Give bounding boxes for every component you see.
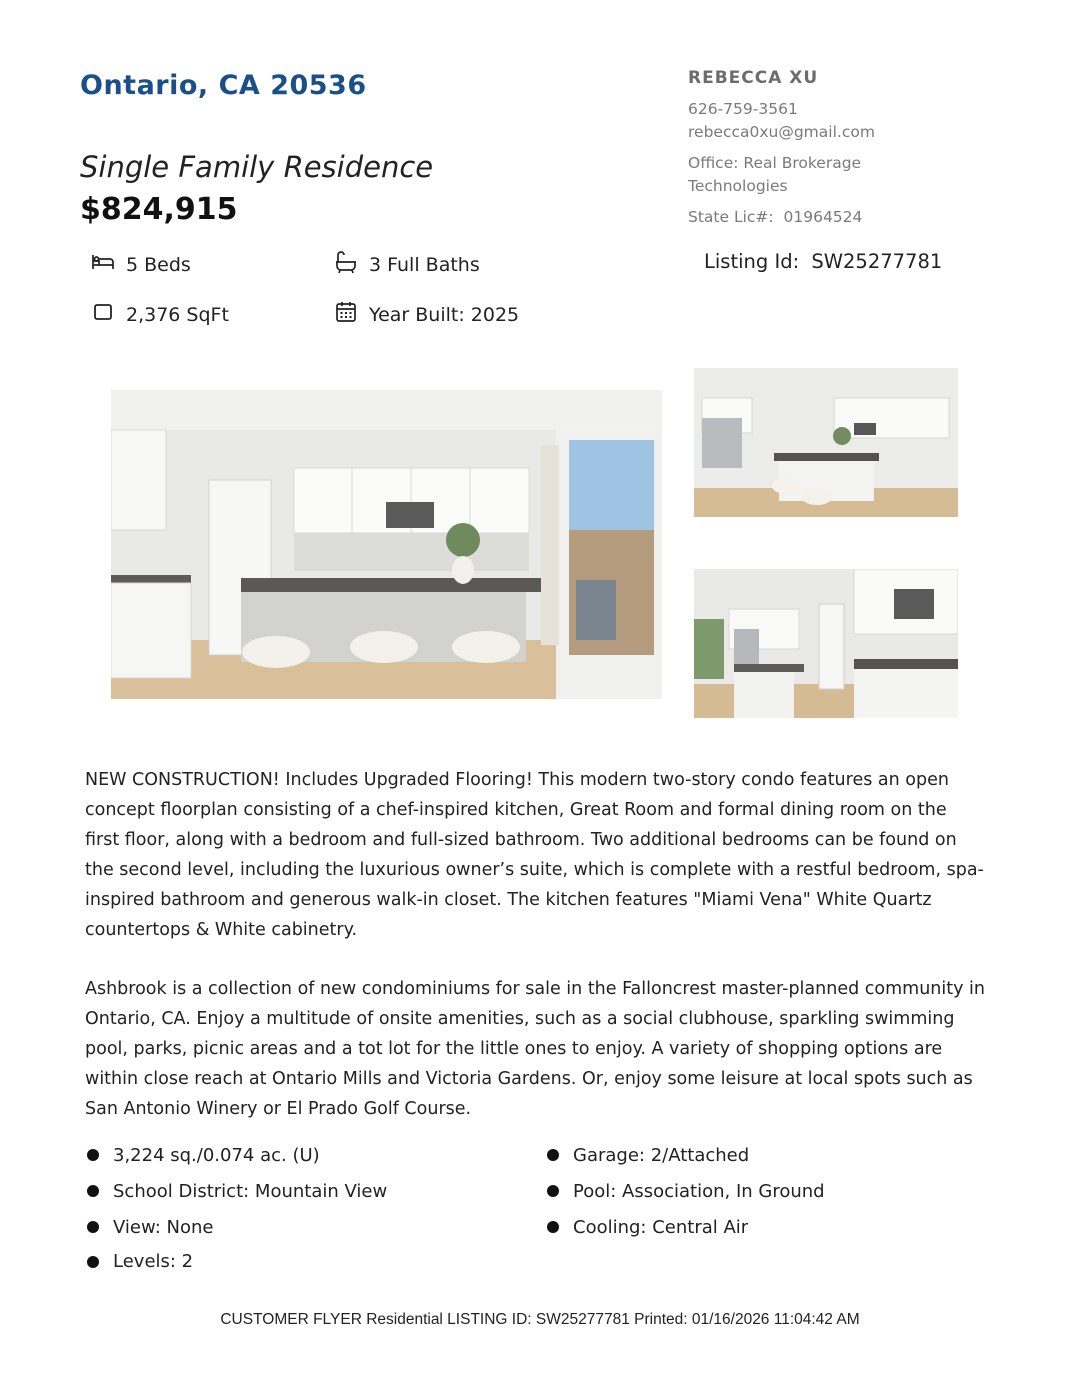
listing-id [704, 250, 942, 273]
year-built-label: Year Built: 2025 [369, 303, 520, 326]
listing-id-value: SW25277781 [811, 250, 943, 273]
detail-item: Levels: 2 [87, 1245, 387, 1278]
bullet-icon [87, 1149, 99, 1161]
sqft-label: 2,376 SqFt [126, 303, 229, 326]
feature-beds [90, 249, 191, 280]
feature-sqft [90, 299, 229, 330]
calendar-icon [333, 299, 369, 330]
bullet-icon [87, 1185, 99, 1197]
details-right [547, 1137, 825, 1245]
bullet-icon [87, 1256, 99, 1268]
agent-phone[interactable]: 626-759-3561 [688, 100, 798, 118]
baths-label: 3 Full Baths [369, 253, 480, 276]
feature-baths [333, 249, 480, 280]
detail-item: School District: Mountain View [87, 1173, 387, 1209]
agent-info [688, 68, 988, 229]
bathtub-icon [333, 249, 369, 280]
description-paragraph-1: NEW CONSTRUCTION! Includes Upgraded Flooring! This modern two-story condo features an open concept floorplan consisting of a chef-inspired kitchen, Great Room and formal dining room on the first floor, along with a bedroom and full-sized bathroom. Two additional bedrooms can be found on the second level, including the luxurious owner’s suite, which is complete with a restful bedroom, spa-inspired bathroom and generous walk-in closet. The kitchen features "Miami Vena" White Quartz countertops & White cabinetry. [85, 770, 984, 940]
bullet-icon [547, 1221, 559, 1233]
description-paragraph-2: Ashbrook is a collection of new condominiums for sale in the Falloncrest master-planned community in Ontario, CA. Enjoy a multitude of onsite amenities, such as a social clubhouse, sparkling swimming pool, parks, picnic areas and a tot lot for the little ones to enjoy. A variety of shopping options are within close reach at Ontario Mills and Victoria Gardens. Or, enjoy some leisure at local spots such as San Antonio Winery or El Prado Golf Course. [85, 979, 985, 1119]
details-left [87, 1137, 387, 1278]
bullet-icon [547, 1185, 559, 1197]
detail-item: Cooling: Central Air [547, 1209, 825, 1245]
bullet-icon [547, 1149, 559, 1161]
detail-item: 3,224 sq./0.074 ac. (U) [87, 1137, 387, 1173]
agent-license-label: State Lic#: [688, 208, 774, 226]
page-footer: CUSTOMER FLYER Residential LISTING ID: SW25277781 Printed: 01/16/2026 11:04:42 AM [220, 1311, 860, 1328]
kitchen-photo-3[interactable] [694, 569, 958, 718]
listing-id-label: Listing Id: [704, 250, 800, 273]
agent-name: REBECCA XU [688, 68, 819, 88]
bed-icon [90, 249, 126, 280]
agent-office: Office: Real Brokerage Technologies [688, 154, 862, 195]
detail-item: Garage: 2/Attached [547, 1137, 825, 1173]
kitchen-photo-2[interactable] [694, 368, 958, 517]
square-icon [90, 299, 126, 330]
property-price: $824,915 [80, 192, 238, 227]
property-type: Single Family Residence [80, 150, 434, 184]
bullet-icon [87, 1221, 99, 1233]
agent-license-number: 01964524 [783, 208, 863, 226]
feature-year-built [333, 299, 519, 330]
property-address: Ontario, CA 20536 [80, 70, 367, 101]
detail-item: View: None [87, 1209, 387, 1245]
beds-label: 5 Beds [126, 253, 191, 276]
property-description [85, 765, 985, 1153]
agent-email[interactable]: rebecca0xu@gmail.com [688, 123, 875, 141]
agent-license [688, 206, 988, 229]
main-kitchen-photo[interactable] [111, 390, 662, 699]
detail-item: Pool: Association, In Ground [547, 1173, 825, 1209]
